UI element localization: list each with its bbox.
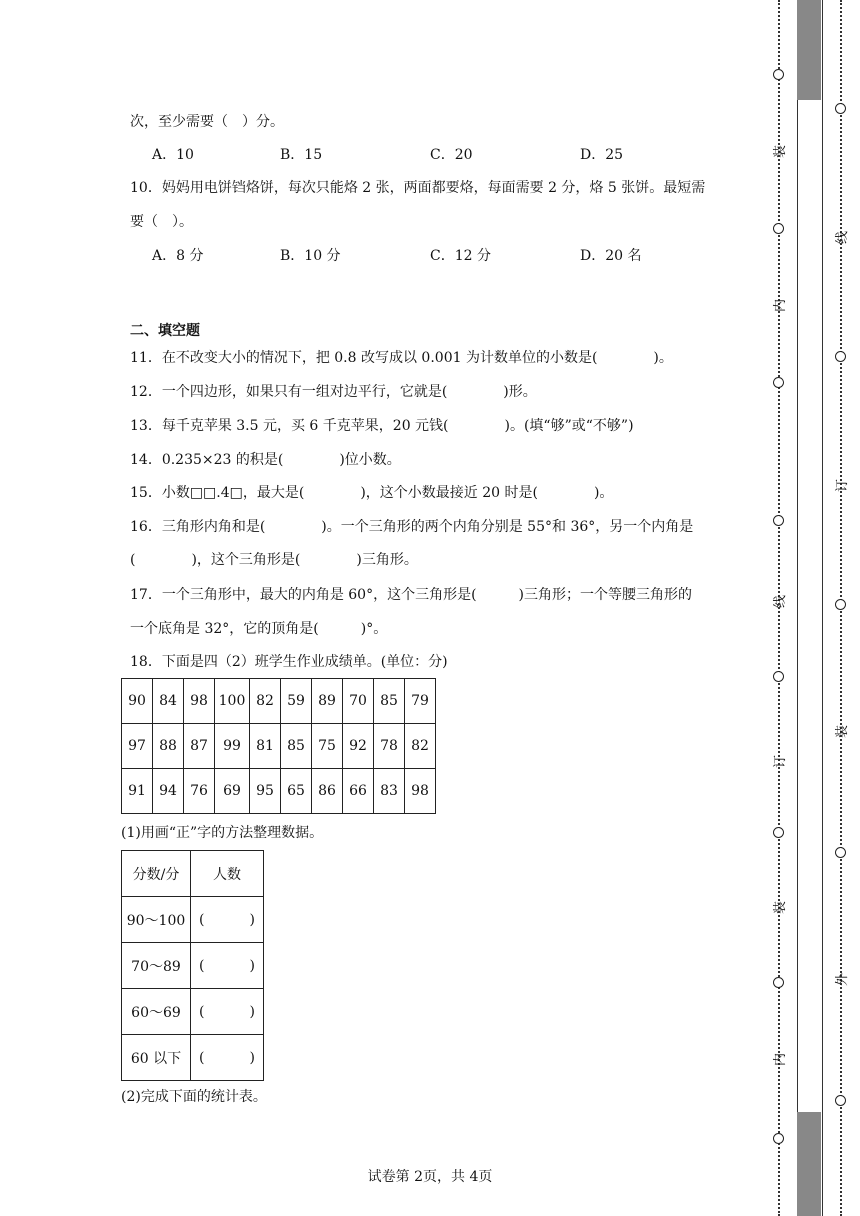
score-cell: 89 bbox=[312, 679, 343, 724]
binding-label: 订 bbox=[773, 754, 789, 769]
binding-circle-icon bbox=[773, 69, 784, 80]
binding-circle-icon bbox=[773, 515, 784, 526]
tally-count-blank[interactable] bbox=[191, 989, 264, 1035]
score-cell: 82 bbox=[405, 724, 436, 769]
score-cell: 90 bbox=[122, 679, 153, 724]
binding-label: 装 bbox=[773, 144, 789, 159]
blank-close-paren: ) bbox=[249, 911, 255, 928]
scores-row bbox=[122, 769, 436, 814]
score-cell: 81 bbox=[250, 724, 281, 769]
tally-range-cell: 60 以下 bbox=[122, 1035, 191, 1081]
q10-line1: 10．妈妈用电饼铛烙饼，每次只能烙 2 张，两面都要烙，每面需要 2 分，烙 5 张饼。最短需 bbox=[130, 180, 706, 196]
blank-open-paren: ( bbox=[199, 1049, 205, 1066]
tally-range-cell: 70～89 bbox=[122, 943, 191, 989]
tally-count-blank[interactable] bbox=[191, 943, 264, 989]
tally-range-cell: 90～100 bbox=[122, 897, 191, 943]
score-cell: 100 bbox=[215, 679, 250, 724]
q12: 12．一个四边形，如果只有一组对边平行，它就是( )形。 bbox=[130, 384, 537, 400]
tally-row bbox=[122, 943, 264, 989]
binding-label: 线 bbox=[835, 230, 851, 245]
binding-circle-icon bbox=[773, 671, 784, 682]
score-cell: 75 bbox=[312, 724, 343, 769]
blank-open-paren: ( bbox=[199, 957, 205, 974]
score-cell: 88 bbox=[153, 724, 184, 769]
score-cell: 65 bbox=[281, 769, 312, 814]
binding-circle-icon bbox=[773, 223, 784, 234]
score-cell: 91 bbox=[122, 769, 153, 814]
score-cell: 94 bbox=[153, 769, 184, 814]
q9-option-b: B．15 bbox=[280, 147, 323, 163]
score-cell: 97 bbox=[122, 724, 153, 769]
blank-close-paren: ) bbox=[249, 1003, 255, 1020]
binding-label: 外 bbox=[835, 972, 851, 987]
score-cell: 82 bbox=[250, 679, 281, 724]
binding-circle-icon bbox=[835, 351, 846, 362]
blank-close-paren: ) bbox=[249, 957, 255, 974]
tally-count-blank[interactable] bbox=[191, 1035, 264, 1081]
score-cell: 69 bbox=[215, 769, 250, 814]
score-cell: 76 bbox=[184, 769, 215, 814]
tally-row bbox=[122, 1035, 264, 1081]
binding-label: 订 bbox=[835, 478, 851, 493]
score-cell: 95 bbox=[250, 769, 281, 814]
binding-circle-icon bbox=[773, 377, 784, 388]
binding-label: 内 bbox=[773, 298, 789, 313]
q9-option-a: A．10 bbox=[152, 147, 194, 163]
q13: 13．每千克苹果 3.5 元，买 6 千克苹果，20 元钱( )。(填“够”或“不够”) bbox=[130, 418, 634, 434]
binding-circle-icon bbox=[835, 599, 846, 610]
blank-open-paren: ( bbox=[199, 911, 205, 928]
score-cell: 84 bbox=[153, 679, 184, 724]
binding-circle-icon bbox=[773, 1133, 784, 1144]
score-cell: 85 bbox=[281, 724, 312, 769]
scores-row bbox=[122, 679, 436, 724]
scores-table bbox=[121, 678, 436, 814]
score-cell: 87 bbox=[184, 724, 215, 769]
q16-line1: 16．三角形内角和是( )。一个三角形的两个内角分别是 55°和 36°，另一个内角是 bbox=[130, 519, 694, 535]
q11: 11．在不改变大小的情况下，把 0.8 改写成以 0.001 为计数单位的小数是( )。 bbox=[130, 350, 673, 366]
blank-close-paren: ) bbox=[249, 1049, 255, 1066]
score-cell: 85 bbox=[374, 679, 405, 724]
q17-line2: 一个底角是 32°，它的顶角是( )°。 bbox=[130, 621, 388, 637]
binding-circle-icon bbox=[835, 103, 846, 114]
section-title: 二、填空题 bbox=[130, 323, 200, 339]
score-cell: 70 bbox=[343, 679, 374, 724]
score-cell: 99 bbox=[215, 724, 250, 769]
q9-option-c: C．20 bbox=[430, 147, 473, 163]
score-cell: 86 bbox=[312, 769, 343, 814]
q15: 15．小数□□.4□，最大是( )，这个小数最接近 20 时是( )。 bbox=[130, 485, 614, 501]
scores-row bbox=[122, 724, 436, 769]
binding-circle-icon bbox=[835, 1095, 846, 1106]
q10-option-c: C．12 分 bbox=[430, 248, 491, 264]
q9-option-d: D．25 bbox=[580, 147, 624, 163]
tally-header-score: 分数/分 bbox=[122, 851, 191, 897]
score-cell: 79 bbox=[405, 679, 436, 724]
score-cell: 98 bbox=[184, 679, 215, 724]
score-cell: 98 bbox=[405, 769, 436, 814]
binding-label: 内 bbox=[773, 1052, 789, 1067]
binding-label: 装 bbox=[773, 900, 789, 915]
q10-option-b: B．10 分 bbox=[280, 248, 341, 264]
binding-circle-icon bbox=[773, 977, 784, 988]
binding-circle-icon bbox=[835, 847, 846, 858]
q18-sub1: (1)用画“正”字的方法整理数据。 bbox=[121, 825, 324, 841]
tally-table bbox=[121, 850, 264, 1081]
binding-gray-bar-top bbox=[797, 0, 821, 100]
score-cell: 59 bbox=[281, 679, 312, 724]
tally-row bbox=[122, 897, 264, 943]
score-cell: 83 bbox=[374, 769, 405, 814]
q17-line1: 17．一个三角形中，最大的内角是 60°，这个三角形是( )三角形；一个等腰三角形的 bbox=[130, 587, 693, 603]
tally-range-cell: 60～69 bbox=[122, 989, 191, 1035]
binding-frame bbox=[797, 0, 823, 1216]
binding-label: 装 bbox=[835, 724, 851, 739]
q10-option-d: D．20 名 bbox=[580, 248, 642, 264]
q14: 14．0.235×23 的积是( )位小数。 bbox=[130, 452, 401, 468]
binding-circle-icon bbox=[773, 827, 784, 838]
binding-label: 线 bbox=[773, 594, 789, 609]
q9-tail: 次，至少需要（ ）分。 bbox=[130, 114, 284, 130]
q16-line2: ( )，这个三角形是( )三角形。 bbox=[130, 552, 418, 568]
q10-line2: 要（ ）。 bbox=[130, 214, 193, 230]
score-cell: 92 bbox=[343, 724, 374, 769]
tally-row bbox=[122, 989, 264, 1035]
q18-sub2: (2)完成下面的统计表。 bbox=[121, 1089, 267, 1105]
tally-header-row bbox=[122, 851, 264, 897]
q10-option-a: A．8 分 bbox=[152, 248, 204, 264]
binding-gray-bar-bottom bbox=[797, 1112, 821, 1216]
q18: 18．下面是四（2）班学生作业成绩单。(单位：分) bbox=[130, 654, 448, 670]
score-cell: 78 bbox=[374, 724, 405, 769]
tally-header-count: 人数 bbox=[191, 851, 264, 897]
blank-open-paren: ( bbox=[199, 1003, 205, 1020]
score-cell: 66 bbox=[343, 769, 374, 814]
tally-count-blank[interactable] bbox=[191, 897, 264, 943]
page-footer: 试卷第 2页，共 4页 bbox=[367, 1169, 493, 1185]
